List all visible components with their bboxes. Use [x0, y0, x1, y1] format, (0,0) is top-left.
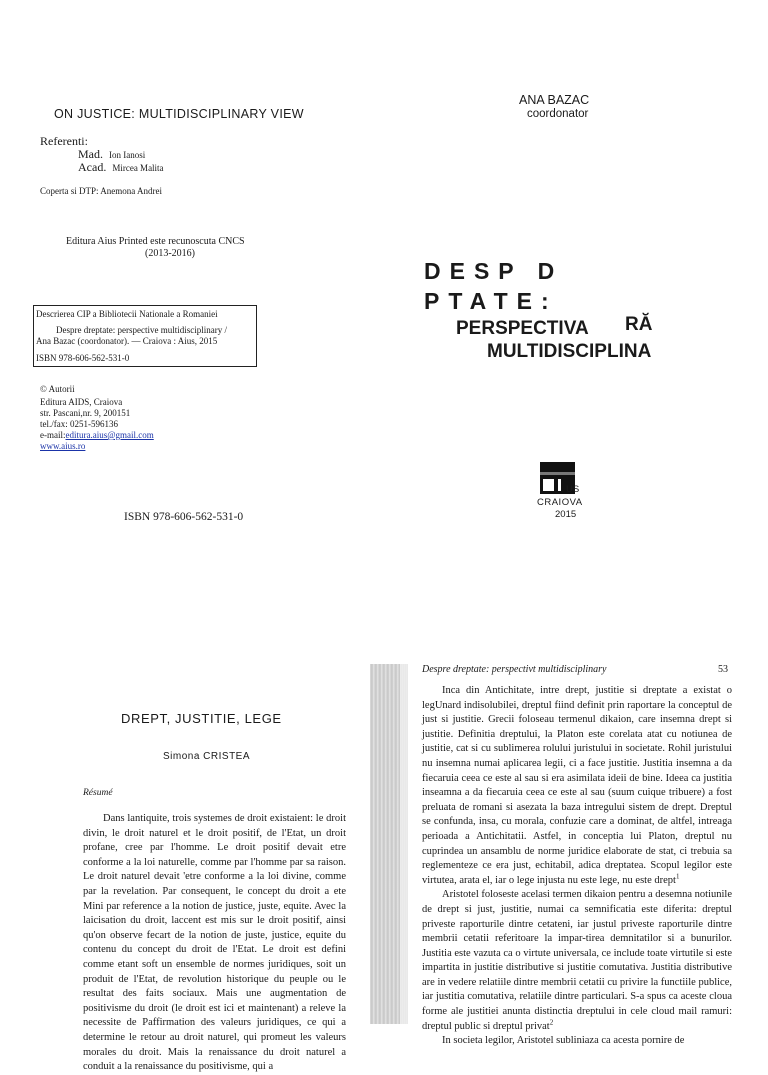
book-title-line-1: DESP D	[424, 258, 564, 284]
book-title-line-2: PTATE:	[424, 288, 558, 314]
referent-2-prefix: Acad.	[78, 160, 107, 174]
paragraph-2	[422, 888, 732, 1034]
copyright-line: © Autorii	[40, 384, 75, 394]
referent-2	[78, 160, 164, 175]
cip-box	[33, 305, 257, 367]
cip-line-3: Ana Bazac (coordonator). — Craiova : Aius, 2015	[36, 336, 218, 346]
resume-paragraph: Dans lantiquite, trois systemes de droit existaient: le droit divin, le droit naturel et le droit positif, de l'Etat, un droit profane, cree par l'homme. Le droit positif devait etre conforme a la loi naturelle, comme par l'homme par sa raison. Le droit naturel devait 'etre conforme a la loi divine, comme par la revelation. Par consequent, le concept du droit a ete Mini par reference a la notion de justice, juste, equite. Avec la laicisation du droit, laccent est mis sur le droit positif, ainsi qu'on observe fecart de la notion de juste, justice, equite du contenu du concept du droit de l'Etat. Le droit est defini comme etant soft un ensemble de normes juridiques, soit un produit de l'Etat, de revolution historique du peuple ou le resultat des faits sociaux. Mais une augmentation de positivisme du droit (le droit est ici et maintenant) a releve la necessite de Paffirmation des valeurs juridiques, ce qui a determine le retour au droit naturel, qui promeut les valeurs morales du droit. Mais la renaissance du droit naturel a conduit a la renaissance du positivisme, qui a	[83, 813, 346, 1073]
editor-role: coordonator	[527, 108, 589, 120]
referent-1-name: Ion Ianosi	[109, 150, 146, 160]
book-spine-edge	[400, 664, 408, 1024]
running-head: Despre dreptate: perspectivt multidisciplinary	[422, 664, 607, 675]
email-link[interactable]: editura.aius@gmail.com	[65, 430, 154, 440]
editura-line-1: Editura Aius Printed este recunoscuta CNCS	[66, 236, 245, 247]
paragraph-3: In societa legilor, Aristotel subliniaza ca acesta pornire de	[442, 1035, 685, 1047]
cip-line-1: Descrierea CIP a Bibliotecii Nationale a Romaniei	[36, 309, 218, 319]
publisher-tel: tel./fax: 0251-596136	[40, 419, 118, 429]
book-subtitle-line-2: MULTIDISCIPLINA	[487, 341, 652, 362]
referenti-label: Referenti:	[40, 134, 88, 148]
coperta-credit: Coperta si DTP: Anemona Andrei	[40, 186, 162, 196]
footnote-ref-1: 1	[675, 872, 680, 881]
logo-text: US	[566, 484, 580, 495]
footnote-ref-2: 2	[549, 1018, 554, 1027]
resume-label: Résumé	[83, 788, 113, 798]
publisher-city: CRAIOVA	[537, 497, 583, 508]
article-author: Simona CRISTEA	[163, 751, 251, 762]
cip-line-4: ISBN 978-606-562-531-0	[36, 353, 130, 363]
resume-text	[83, 812, 346, 1075]
publication-year: 2015	[555, 509, 577, 520]
article-title: DREPT, JUSTITIE, LEGE	[121, 711, 282, 726]
referent-2-name: Mircea Malita	[112, 163, 164, 173]
book-subtitle-ra: RĂ	[625, 314, 653, 335]
book-subtitle-line-1: PERSPECTIVA	[456, 318, 589, 339]
cip-line-2: Despre dreptate: perspective multidisciplinary /	[56, 325, 227, 335]
series-title: ON JUSTICE: MULTIDISCIPLINARY VIEW	[54, 107, 304, 121]
publisher-address: str. Pascani,nr. 9, 200151	[40, 408, 131, 418]
editura-line-2: (2013-2016)	[145, 248, 195, 259]
paragraph-1	[422, 684, 732, 888]
paragraph-1-text: Inca din Antichitate, intre drept, justitie si dreptate a existat o legUnard indisolubilei, dreptul fiind definit prin raportare la conceptul de just si justitie. Grecii foloseau termenul dikaion, care insemna drept si justitie. Definitia dreptului, la Platon este corelata atat cu notiunea de justitie, cat si cu sublimerea rolului juristului in societate. Rohil juristului nu insemna numai aplicarea legii, ci a face justitie. Justitia insemna a da fiecaruia ceea ce este al sau si era asimilata ideii de bine. Ideea ca justitia inseamna a da fiecaruia ceea ce este al sau (suum cuique tribuere) a fost preluata de romani si asezata la baza intregului sistem de drept. Dreptul se confunda, insa, cu morala, confuzie care a dominat, de altfel, intreaga perioada a Antichitatii. Astfel, in conceptia lui Platon, dreptul nu cuprindea un ansamblu de norme juridice elaborate de stat, ci trebuia sa reglementeze ce era just, echitabil, adica dreptatea. Scopul legilor este virtutea, arata el, iar o lege injusta nu este lege, nu este drept	[422, 685, 732, 886]
page-body	[422, 684, 732, 1049]
paragraph-2-text: Aristotel foloseste acelasi termen dikaion pentru a desemna notiunile de drept si just, justitie, numai ca semnificatia este diferita: dreptul priveste raporturile dintre cetateni, iar justul priveste raporturile dintre membrii cetatii referitoare la impar-tirea demnitatilor si a bunurilor. Justitia este vazuta ca o virtute universala, ce include toate virtutile si este impartita in justitie distributive si justitie comutativa. Justitia distributive are in vedere relatiile dintre membrii cetatii cu privire la functiile publice, iar justitia comutativa, relatiile dintre particulari. S-a spus ca aceste cloua forme ale justitiei anunta distinctia dreptului in cele cloud mail ramuri: dreptul public si dreptul privat	[422, 889, 732, 1032]
isbn-line: ISBN 978-606-562-531-0	[124, 511, 244, 523]
publisher-email	[40, 430, 154, 440]
website-link[interactable]: www.aius.ro	[40, 441, 86, 451]
referent-1-prefix: Mad.	[78, 147, 103, 161]
editor-name: ANA BAZAC	[519, 93, 590, 107]
book-spine-shadow	[370, 664, 400, 1024]
publisher-name: Editura AIDS, Craiova	[40, 397, 123, 407]
email-label: e-mail:	[40, 430, 66, 440]
page-number: 53	[718, 664, 728, 675]
